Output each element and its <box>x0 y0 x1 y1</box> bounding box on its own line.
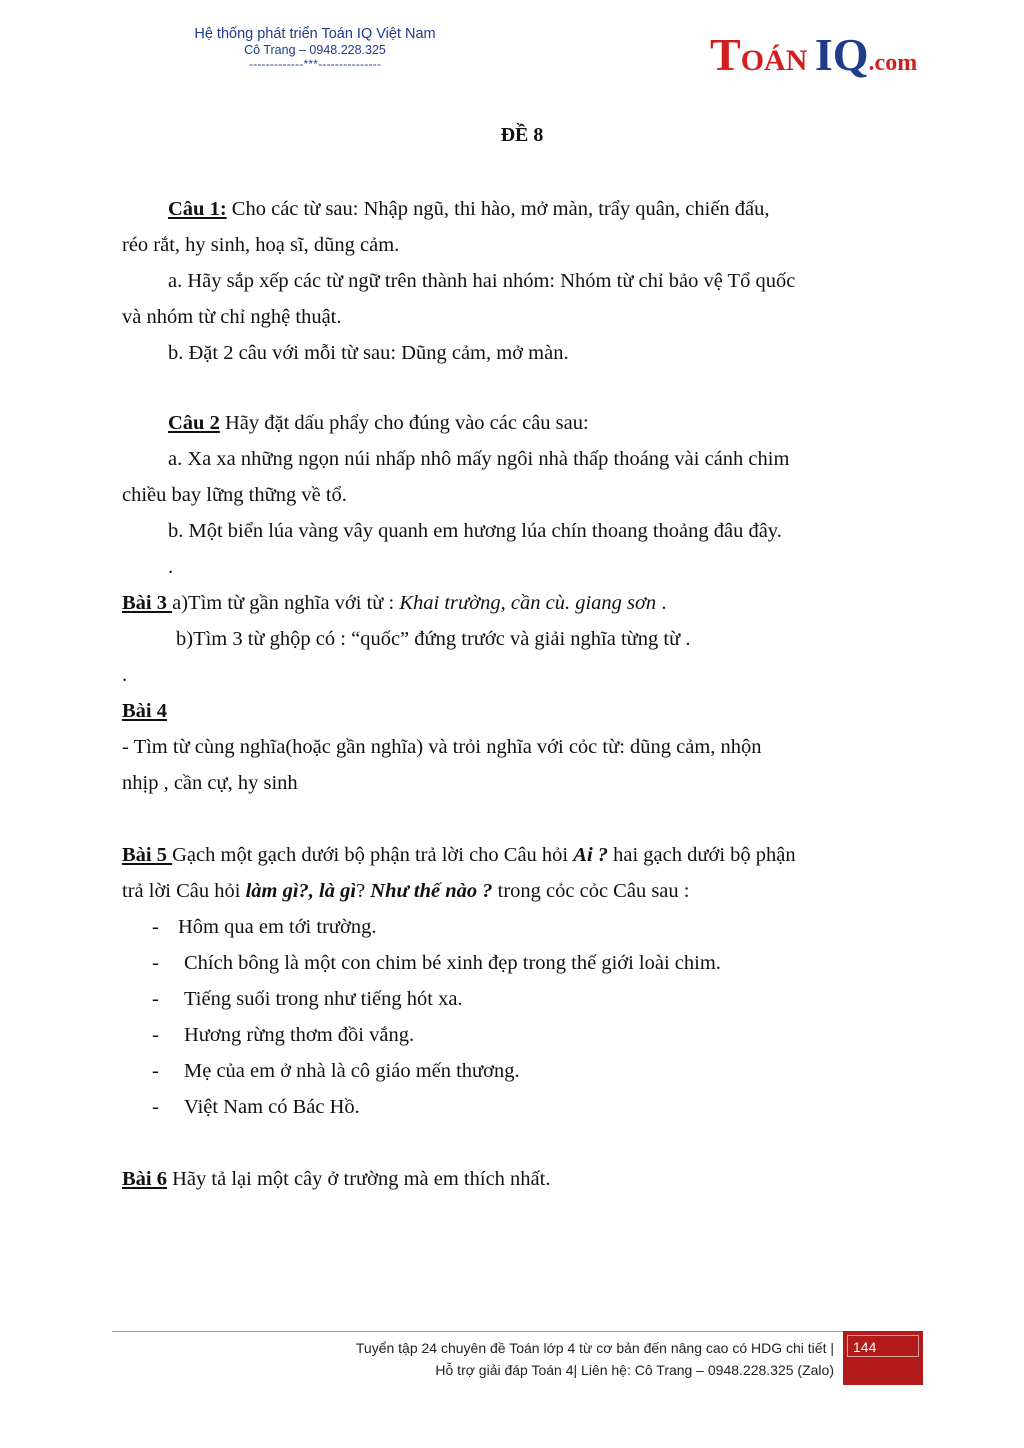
q2-a-line1: a. Xa xa những ngọn núi nhấp nhô mấy ngôi nhà thấp thoáng vài cánh chim <box>168 448 790 470</box>
q2-a-line2: chiều bay lững thững về tổ. <box>122 484 347 506</box>
q1-a-line2: và nhóm từ chỉ nghệ thuật. <box>122 306 342 328</box>
q6-line: Bài 6 Hãy tả lại một cây ở trường mà em thích nhất. <box>122 1168 551 1190</box>
q4-line1: - Tìm từ cùng nghĩa(hoặc gần nghĩa) và trỏi nghĩa với cỏc từ: dũng cảm, nhộn <box>122 736 762 758</box>
footer <box>260 1337 834 1381</box>
document-body <box>122 191 912 1197</box>
q5-line1: Bài 5 Gạch một gạch dưới bộ phận trả lời cho Câu hỏi Ai ? hai gạch dưới bộ phận <box>122 844 796 866</box>
toaniq-logo: TOÁN IQ.com <box>710 29 918 80</box>
footer-line2: Hỗ trợ giải đáp Toán 4| Liên hệ: Cô Trang – 0948.228.325 (Zalo) <box>435 1362 834 1378</box>
footer-divider <box>112 1331 844 1332</box>
q1-label: Câu 1: <box>168 198 227 220</box>
q3-line1: Bài 3 a)Tìm từ gần nghĩa với từ : Khai trường, cần cù. giang sơn . <box>122 592 667 614</box>
page-number: 144 <box>853 1339 877 1355</box>
header-contact: Cô Trang – 0948.228.325 <box>244 43 386 57</box>
header-title: Hệ thống phát triển Toán IQ Việt Nam <box>194 26 436 42</box>
list-item: - Việt Nam có Bác Hồ. <box>152 1096 360 1118</box>
page-number-badge <box>843 1331 923 1385</box>
q3-dot: . <box>122 664 128 686</box>
list-item: - Hôm qua em tới trường. <box>152 916 377 938</box>
q4-label: Bài 4 <box>122 700 167 722</box>
list-item: - Tiếng suối trong như tiếng hót xa. <box>152 988 463 1010</box>
header-divider: -------------***--------------- <box>248 57 382 71</box>
q3-line2: b)Tìm 3 từ ghộp có : “quốc” đứng trước và giải nghĩa từng từ . <box>176 628 691 650</box>
q2-line1: Câu 2 Hãy đặt dấu phẩy cho đúng vào các câu sau: <box>168 412 589 434</box>
q2-b: b. Một biển lúa vàng vây quanh em hương lúa chín thoang thoảng đâu đây. <box>168 520 782 542</box>
list-item: - Mẹ của em ở nhà là cô giáo mến thương. <box>152 1060 520 1082</box>
q1-a-line1: a. Hãy sắp xếp các từ ngữ trên thành hai nhóm: Nhóm từ chỉ bảo vệ Tổ quốc <box>168 270 796 292</box>
page-title: ĐỀ 8 <box>500 124 544 146</box>
q2-dot: . <box>168 556 174 578</box>
list-item: - Chích bông là một con chim bé xinh đẹp trong thế giới loài chim. <box>152 952 721 974</box>
q4-line2: nhịp , cần cự, hy sinh <box>122 772 298 794</box>
footer-line1: Tuyển tập 24 chuyên đề Toán lớp 4 từ cơ bản đến nâng cao có HDG chi tiết | <box>355 1340 834 1356</box>
q5-label: Bài 5 <box>122 844 173 866</box>
q2-label: Câu 2 <box>168 412 220 434</box>
q1-line1: Câu 1: Cho các từ sau: Nhập ngũ, thi hào, mở màn, trẩy quân, chiến đấu, <box>168 198 770 220</box>
q1-line2: réo rắt, hy sinh, hoạ sĩ, dũng cảm. <box>122 234 400 256</box>
q3-label: Bài 3 <box>122 592 173 614</box>
q5-line2: trả lời Câu hỏi làm gì?, là gì? Như thế nào ? trong cỏc cỏc Câu sau : <box>122 880 690 902</box>
header <box>140 26 490 71</box>
q6-label: Bài 6 <box>122 1168 167 1190</box>
q1-b: b. Đặt 2 câu với mỗi từ sau: Dũng cảm, mở màn. <box>168 342 569 364</box>
list-item: - Hương rừng thơm đồi vắng. <box>152 1024 415 1046</box>
